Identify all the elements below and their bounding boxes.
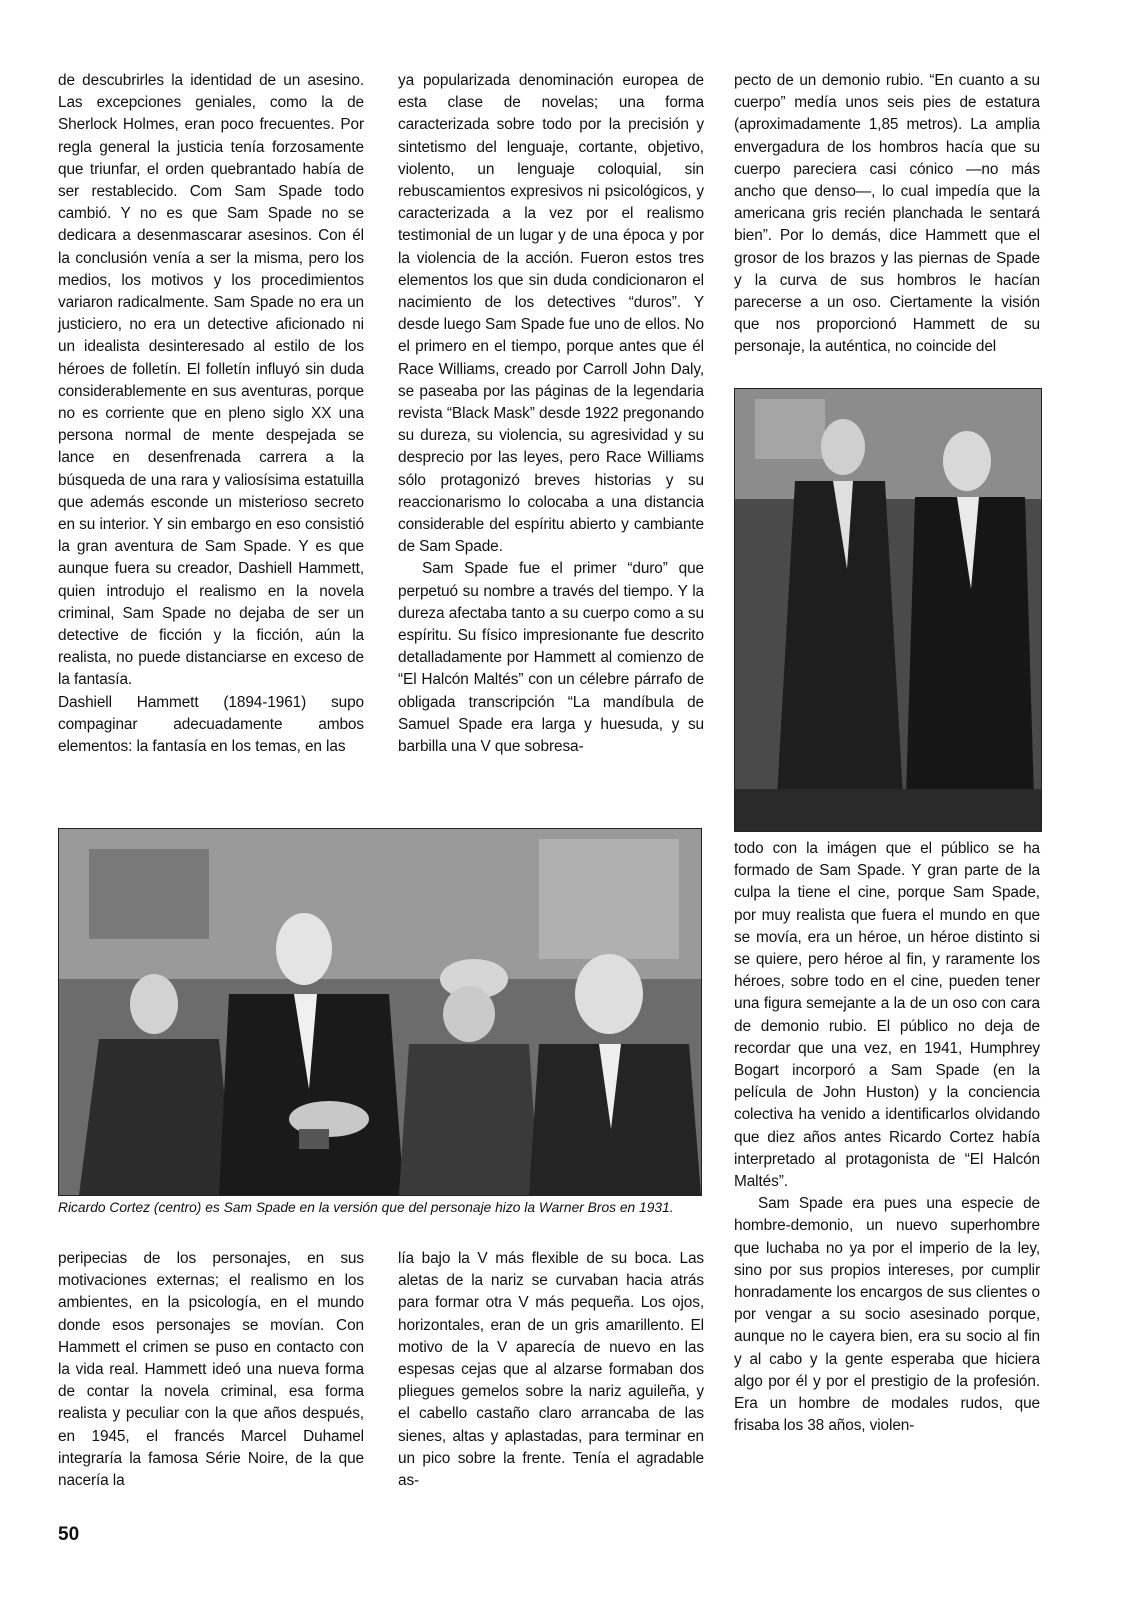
column-left-bottom <box>58 1248 364 1498</box>
paragraph: pecto de un demonio rubio. “En cuanto a su cuerpo” medía unos seis pies de estatura (aproximadamente 1,85 metros). La amplia envergadura de los hombros hacía que su cuerpo pareciera casi cónico —no más ancho que denso—, lo cual impedía que la americana gris recién planchada le sentará bien”. Por lo demás, dice Hammett que el grosor de los brazos y las piernas de Spade y la curva de sus hombros le hacían parecerse a un oso. Ciertamente la visión que nos proporcionó Hammett de su personaje, la auténtica, no coincide del <box>734 72 1040 356</box>
paragraph: peripecias de los personajes, en sus motivaciones externas; el realismo en los ambientes, en la psicología, en el mundo donde esos personajes se movían. Con Hammett el crimen se puso en contacto con la vida real. Hammett ideó una nueva forma de contar la novela criminal, esa forma realista y peculiar con la que años después, en 1945, el francés Marcel Duhamel integraría la famosa Série Noire, de la que nacería la <box>58 1250 364 1490</box>
column-middle-top <box>398 70 704 814</box>
film-still-photo-main <box>58 828 702 1196</box>
photo-image <box>59 829 701 1195</box>
photo-caption: Ricardo Cortez (centro) es Sam Spade en la versión que del personaje hizo la Warner Bros en 1931. <box>58 1200 674 1215</box>
paragraph: ya popularizada denominación europea de esta clase de novelas; una forma caracterizada sobre todo por la precisión y sintetismo del lenguaje, cortante, objetivo, violento, un lenguaje coloquial, sin rebuscamientos expresivos ni psicológicos, y caracterizada a la vez por el realismo testimonial de un lugar y de una época y por la violencia de la acción. Fueron estos tres elementos los que sin duda condicionaron el nacimiento de los detectives “duros”. Y desde luego Sam Spade fue uno de ellos. No el primero en el tiempo, porque antes que él Race Williams, creado por Carroll John Daly, se paseaba por las páginas de la legendaria revista “Black Mask” desde 1922 pregonando su dureza, su violencia, su agresividad y su desprecio por las leyes, pero Race Williams sólo protagonizó breves historias y su reaccionarismo lo colocaba a una distancia considerable del espíritu abierto y cambiante de Sam Spade. <box>398 72 704 556</box>
paragraph: Sam Spade era pues una especie de hombre-demonio, un nuevo superhombre que luchaba no ya por el imperio de la ley, sino por sus propios intereses, por cumplir honradamente los encargos de sus clientes o por vengar a su socio asesinado porque, aunque no le cayera bien, era su socio al fin y al cabo y la gente esperaba que hiciera algo por él y por el prestigio de la profesión. Era un hombre de modales rudos, que frisaba los 38 años, violen- <box>734 1195 1040 1435</box>
film-still-photo-right <box>734 388 1042 832</box>
column-right-bottom <box>734 838 1040 1518</box>
paragraph: todo con la imágen que el público se ha formado de Sam Spade. Y gran parte de la culpa la tiene el cine, porque Sam Spade, por muy realista que fuera el mundo en que se movía, era un héroe, un héroe distinto si se quiere, pero héroe al fin, y raramente los héroes, sobre todo en el cine, pueden tener una figura semejante a la de un oso con cara de demonio rubio. El público no deja de recordar que una vez, en 1941, Humphrey Bogart incorporó a Sam Spade (en la película de John Huston) y la conciencia colectiva ha venido a identificarlos olvidando que diez años antes Ricardo Cortez había interpretado al protagonista de “El Halcón Maltés”. <box>734 840 1040 1191</box>
paragraph: Sam Spade fue el primer “duro” que perpetuó su nombre a través del tiempo. Y la dureza afectaba tanto a su cuerpo como a su espíritu. Su físico impresionante fue descrito detalladamente por Hammett al comienzo de “El Halcón Maltés” con un célebre párrafo de obligada transcripción “La mandíbula de Samuel Spade era larga y huesuda, y su barbilla una V que sobresa- <box>398 560 704 756</box>
paragraph: lía bajo la V más flexible de su boca. Las aletas de la nariz se curvaban hacia atrás para formar otra V más pequeña. Los ojos, horizontales, eran de un gris amarillento. El motivo de la V aparecía de nuevo en las espesas cejas que al alzarse formaban dos pliegues gemelos sobre la nariz aguileña, y el cabello castaño claro arrancaba de las sienes, altas y aplastadas, para terminar en un pico sobre la frente. Tenía el agradable as- <box>398 1250 704 1490</box>
photo-image <box>735 389 1041 831</box>
paragraph: de descubrirles la identidad de un asesino. Las excepciones geniales, como la de Sherlock Holmes, eran poco frecuentes. Por regla general la justicia tenía forzosamente que triunfar, el orden quebrantado había de ser restablecido. Com Sam Spade todo cambió. Y no es que Sam Spade no se dedicara a desenmascarar asesinos. Con él la conclusión venía a ser la misma, pero los medios, los motivos y los procedimientos variaron radicalmente. Sam Spade no era un justiciero, no era un detective aficionado ni un idealista desinteresado al estilo de los héroes de folletín. El folletín influyó sin duda considerablemente en sus aventuras, porque no es corriente que en pleno siglo XX una persona normal de mente despejada se lance en desenfrenada carrera a la búsqueda de una rara y valiosísima estatuilla que además esconde un misterioso secreto en su interior. Y sin embargo en eso consistió la gran aventura de Sam Spade. Y es que aunque fuera su creador, Dashiell Hammett, quien introdujo el realismo en la novela criminal, Sam Spade no dejaba de ser un detective de ficción y la ficción, aún la realista, no puede distanciarse en exceso de la fantasía. <box>58 72 364 689</box>
page-number: 50 <box>58 1524 80 1545</box>
column-left-top <box>58 70 364 814</box>
column-middle-bottom <box>398 1248 704 1498</box>
paragraph: Dashiell Hammett (1894-1961) supo compaginar adecuadamente ambos elementos: la fantasía en los temas, en las <box>58 693 364 756</box>
column-right-top <box>734 70 1040 380</box>
